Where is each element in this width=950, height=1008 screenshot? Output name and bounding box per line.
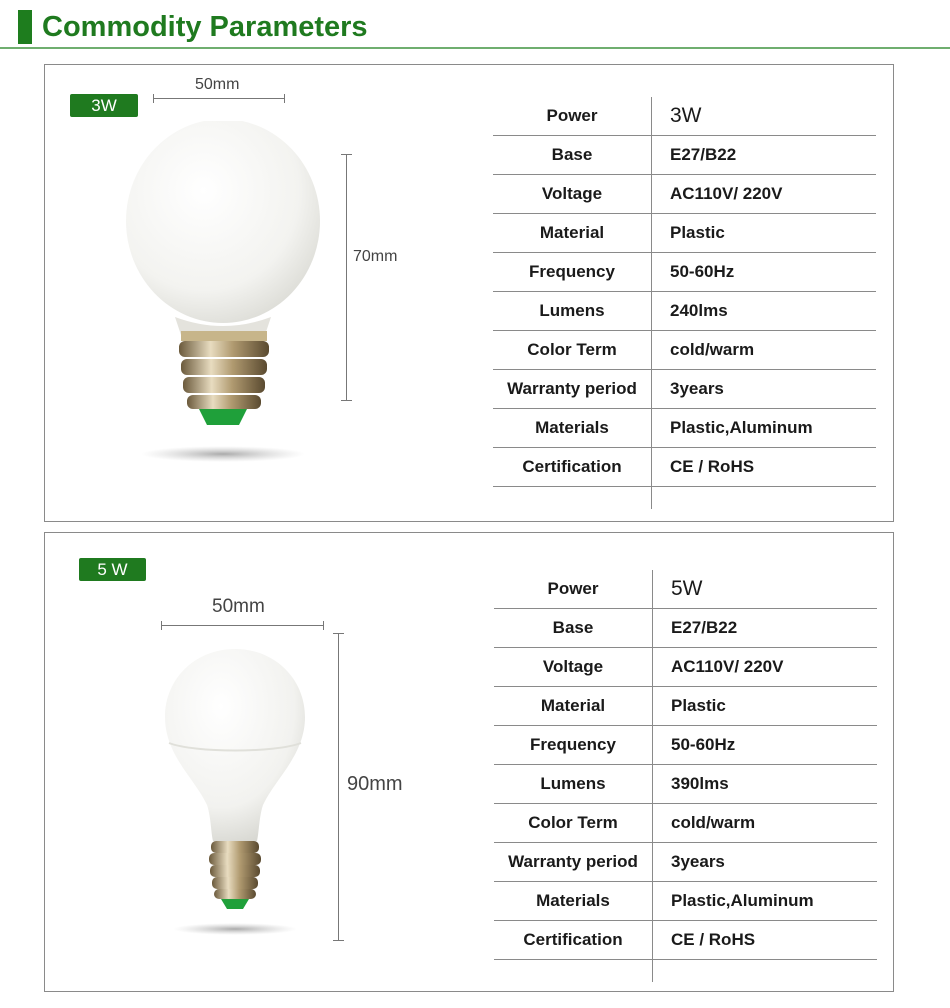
spec-value: 3years: [652, 370, 877, 409]
spec-row: [494, 648, 877, 687]
height-dimension-line: [346, 154, 347, 401]
spec-row: [493, 331, 876, 370]
spec-value: CE / RoHS: [652, 448, 877, 487]
spec-value: Plastic: [652, 214, 877, 253]
spec-value: Plastic,Aluminum: [653, 882, 878, 921]
spec-row: [494, 687, 877, 726]
wattage-badge: 3W: [70, 94, 138, 117]
spec-row: [494, 726, 877, 765]
spec-row: [494, 921, 877, 960]
header-divider: [0, 47, 950, 49]
height-label: 70mm: [353, 248, 398, 265]
height-dimension-line: [338, 633, 339, 941]
width-dimension-line: [161, 625, 324, 626]
spec-row: [493, 292, 876, 331]
page-title: Commodity Parameters: [42, 11, 368, 43]
spec-key: Color Term: [494, 804, 653, 843]
spec-row: [493, 409, 876, 448]
spec-value: Plastic,Aluminum: [652, 409, 877, 448]
spec-value: cold/warm: [653, 804, 878, 843]
width-label: 50mm: [212, 596, 265, 617]
spec-value: AC110V/ 220V: [652, 175, 877, 214]
wattage-badge: 5 W: [79, 558, 146, 581]
spec-key: Base: [493, 136, 652, 175]
header-accent-bar: [18, 10, 32, 44]
spec-row: [494, 882, 877, 921]
height-label: 90mm: [347, 773, 403, 795]
globe-bulb-image: [115, 121, 335, 471]
spec-key: Warranty period: [493, 370, 652, 409]
spec-key: Voltage: [493, 175, 652, 214]
spec-value: E27/B22: [653, 609, 878, 648]
spec-key: Lumens: [493, 292, 652, 331]
spec-row: [494, 609, 877, 648]
spec-row: [494, 843, 877, 882]
spec-row: [493, 448, 876, 487]
spec-row: [493, 370, 876, 409]
spec-key: Certification: [494, 921, 653, 960]
spec-row: [494, 570, 877, 609]
a-bulb-image: [155, 645, 315, 945]
spec-value: 3years: [653, 843, 878, 882]
product-panel-3w: [44, 64, 894, 522]
spec-table: [493, 97, 876, 509]
spec-row: [493, 175, 876, 214]
spec-key: Warranty period: [494, 843, 653, 882]
spec-value: E27/B22: [652, 136, 877, 175]
spec-key: Materials: [493, 409, 652, 448]
spec-row: [493, 253, 876, 292]
spec-key: Lumens: [494, 765, 653, 804]
section-header: [0, 0, 950, 50]
spec-key: Power: [494, 570, 653, 609]
spec-key: Power: [493, 97, 652, 136]
spec-key: Color Term: [493, 331, 652, 370]
spec-value: Plastic: [653, 687, 878, 726]
product-panel-5w: [44, 532, 894, 992]
spec-row: [494, 804, 877, 843]
spec-value: 50-60Hz: [653, 726, 878, 765]
spec-row: [493, 214, 876, 253]
spec-row: [493, 136, 876, 175]
spec-key: Materials: [494, 882, 653, 921]
spec-value: 50-60Hz: [652, 253, 877, 292]
width-label: 50mm: [195, 76, 240, 93]
spec-key: Voltage: [494, 648, 653, 687]
spec-key: Material: [493, 214, 652, 253]
spec-value: 240lms: [652, 292, 877, 331]
spec-value: 3W: [652, 97, 877, 136]
spec-value: cold/warm: [652, 331, 877, 370]
spec-key: Frequency: [494, 726, 653, 765]
spec-value: 390lms: [653, 765, 878, 804]
spec-row: [494, 765, 877, 804]
width-dimension-line: [153, 98, 285, 99]
spec-key: Certification: [493, 448, 652, 487]
spec-value: 5W: [653, 570, 878, 609]
spec-row-spacer: [494, 960, 877, 983]
spec-row-spacer: [493, 487, 876, 510]
spec-key: Material: [494, 687, 653, 726]
spec-value: CE / RoHS: [653, 921, 878, 960]
spec-key: Frequency: [493, 253, 652, 292]
spec-key: Base: [494, 609, 653, 648]
spec-value: AC110V/ 220V: [653, 648, 878, 687]
spec-row: [493, 97, 876, 136]
spec-table: [494, 570, 877, 982]
